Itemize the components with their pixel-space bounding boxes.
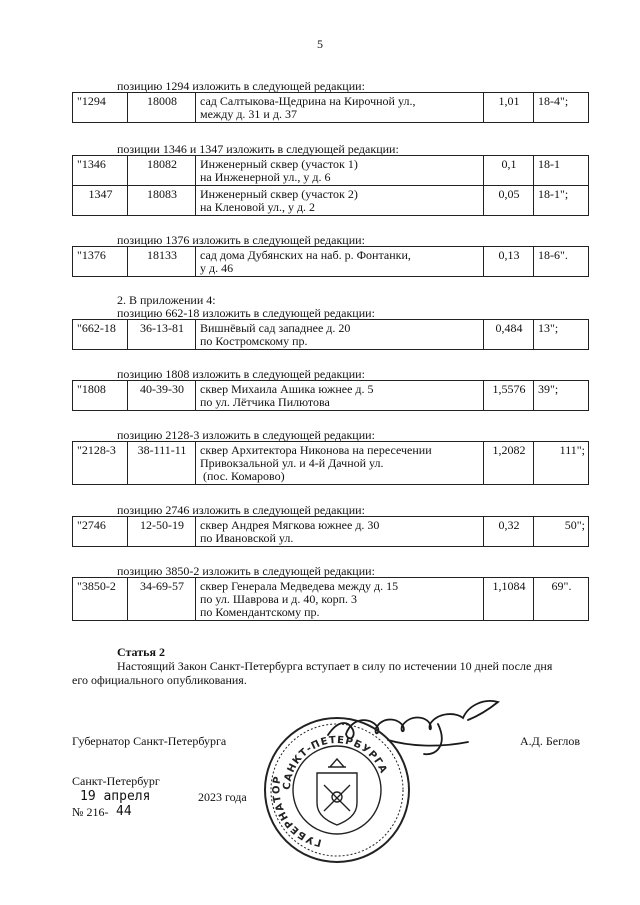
code-cell: 18133 [128,247,196,277]
district-cell: 13"; [534,320,589,350]
name-line: по ул. Шаврова и д. 40, корп. 3 [200,592,357,606]
signatory-name: А.Д. Беглов [520,734,581,748]
area-cell: 0,13 [484,247,534,277]
law-number-prefix: № 216- [72,805,109,819]
name-line: сад дома Дубянских на наб. р. Фонтанки, [200,248,411,262]
code-cell: 12-50-19 [128,517,196,547]
amendment-intro: позицию 1376 изложить в следующей редакции: [117,233,365,247]
table-row [73,93,589,123]
name-line: сквер Андрея Мягкова южнее д. 30 [200,518,380,532]
amendment-table [72,441,589,485]
position-number-cell: "1294 [73,93,128,123]
code-cell: 34-69-57 [128,578,196,621]
amendment-intro: позицию 1808 изложить в следующей редакции: [117,367,365,381]
area-cell: 0,05 [484,186,534,216]
name-cell [196,93,484,123]
name-line: по Комендантскому пр. [200,605,320,619]
amendment-table [72,319,589,350]
position-number-cell: "2746 [73,517,128,547]
name-cell [196,186,484,216]
name-line: Инженерный сквер (участок 2) [200,187,358,201]
district-cell: 111"; [534,442,589,485]
city: Санкт-Петербург [72,774,160,788]
name-cell [196,247,484,277]
amendment-intro: позицию 662-18 изложить в следующей редакции: [117,306,375,320]
amendment-table [72,155,589,216]
table-row [73,320,589,350]
name-cell [196,442,484,485]
name-line: сад Салтыкова-Щедрина на Кирочной ул., [200,94,416,108]
appendix-heading: 2. В приложении 4: [117,293,216,307]
amendment-table [72,516,589,547]
article-text-line: его официального опубликования. [72,673,247,687]
law-number-suffix: 44 [116,804,132,819]
name-line: Вишнёвый сад западнее д. 20 [200,321,351,335]
name-line: у д. 46 [200,261,234,275]
area-cell: 1,5576 [484,381,534,411]
amendment-intro: позицию 1294 изложить в следующей редакции: [117,79,365,93]
amendment-intro: позицию 3850-2 изложить в следующей редакции: [117,564,375,578]
position-number-cell: 1347 [73,186,128,216]
amendment-intro: позиции 1346 и 1347 изложить в следующей редакции: [117,142,399,156]
position-number-cell: "662-18 [73,320,128,350]
name-line: по Ивановской ул. [200,531,294,545]
district-cell: 50"; [534,517,589,547]
name-line: сквер Генерала Медведева между д. 15 [200,579,399,593]
name-line: по Костромскому пр. [200,334,308,348]
amendment-table [72,380,589,411]
amendment-table [72,246,589,277]
position-number-cell: "1346 [73,156,128,186]
amendment-intro: позицию 2128-3 изложить в следующей редакции: [117,428,375,442]
name-cell [196,320,484,350]
area-cell: 1,01 [484,93,534,123]
name-line: Инженерный сквер (участок 1) [200,157,358,171]
table-row [73,578,589,621]
coat-of-arms-icon [317,759,357,825]
code-cell: 38-111-11 [128,442,196,485]
name-line: сквер Михаила Ашика южнее д. 5 [200,382,374,396]
district-cell: 69". [534,578,589,621]
svg-text:САНКТ-ПЕТЕРБУРГА [282,735,389,790]
svg-text:ГУБЕРНАТОР [271,775,322,848]
amendment-intro: позицию 2746 изложить в следующей редакции: [117,503,365,517]
date-year: 2023 года [198,790,247,804]
district-cell: 18-6". [534,247,589,277]
table-row [73,186,589,216]
name-cell [196,156,484,186]
code-cell: 18083 [128,186,196,216]
area-cell: 1,2082 [484,442,534,485]
name-line: на Кленовой ул., у д. 2 [200,200,316,214]
page-number: 5 [317,37,323,51]
name-line: на Инженерной ул., у д. 6 [200,170,331,184]
position-number-cell: "1376 [73,247,128,277]
code-cell: 18008 [128,93,196,123]
position-number-cell: "1808 [73,381,128,411]
district-cell: 18-1 [534,156,589,186]
name-line: между д. 31 и д. 37 [200,107,297,121]
name-cell [196,381,484,411]
code-cell: 18082 [128,156,196,186]
amendment-table [72,577,589,621]
signatory-position: Губернатор Санкт-Петербурга [72,734,227,748]
official-seal [262,715,412,865]
article-title: Статья 2 [117,645,165,659]
name-line: сквер Архитектора Никонова на пересечении [200,443,432,457]
table-row [73,517,589,547]
table-row [73,381,589,411]
table-row [73,156,589,186]
code-cell: 36-13-81 [128,320,196,350]
name-line: Привокзальной ул. и 4-й Дачной ул. [200,456,384,470]
area-cell: 0,1 [484,156,534,186]
position-number-cell: "2128-3 [73,442,128,485]
name-line: по ул. Лётчика Пилютова [200,395,330,409]
area-cell: 1,1084 [484,578,534,621]
name-cell [196,578,484,621]
date-day-month: 19 апреля [80,789,151,804]
position-number-cell: "3850-2 [73,578,128,621]
article-text-line: Настоящий Закон Санкт-Петербурга вступает в силу по истечении 10 дней после дня [117,659,553,673]
code-cell: 40-39-30 [128,381,196,411]
area-cell: 0,484 [484,320,534,350]
district-cell: 39"; [534,381,589,411]
district-cell: 18-4"; [534,93,589,123]
seal-left-text: ГУБЕРНАТОР [271,774,323,848]
table-row [73,247,589,277]
area-cell: 0,32 [484,517,534,547]
name-line: (пос. Комарово) [203,469,285,483]
amendment-table [72,92,589,123]
name-cell [196,517,484,547]
district-cell: 18-1"; [534,186,589,216]
table-row [73,442,589,485]
seal-top-text: САНКТ-ПЕТЕРБУРГА [281,734,389,791]
